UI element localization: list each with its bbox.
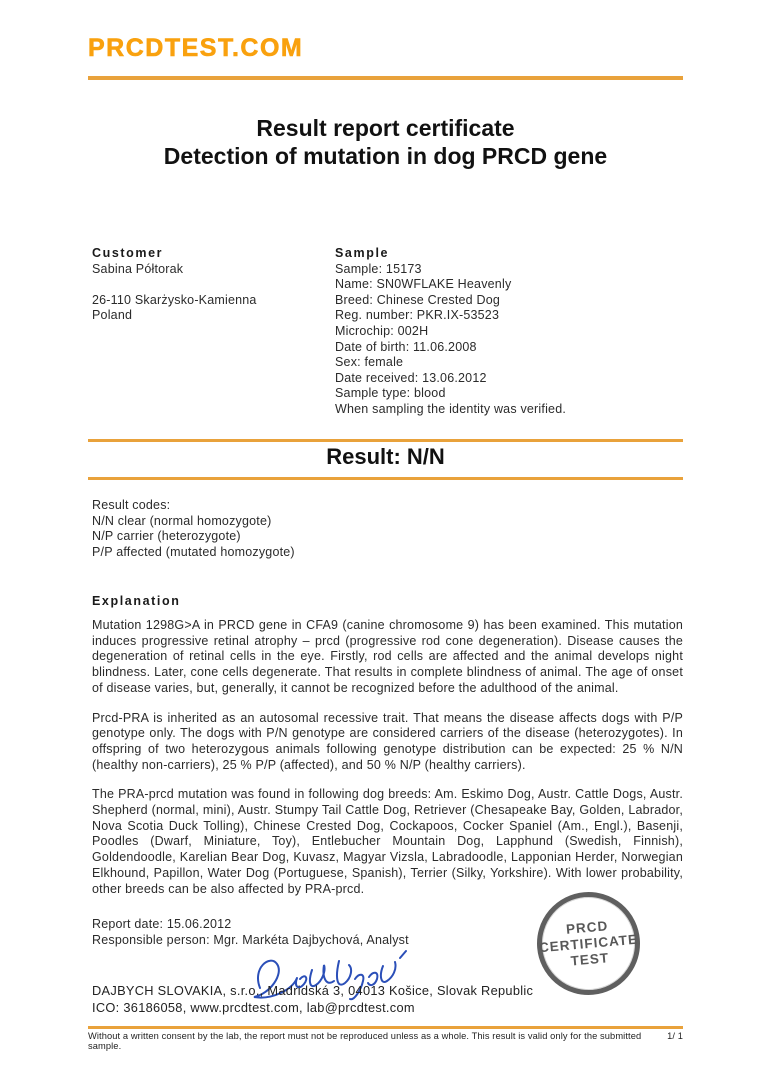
sample-section (335, 246, 665, 418)
customer-heading: Customer (92, 246, 164, 260)
result-divider-bottom (88, 477, 683, 480)
footer-divider (88, 1026, 683, 1029)
sample-microchip-line: Microchip: 002H (335, 323, 429, 338)
footer-disclaimer-row (88, 1031, 683, 1051)
explanation-heading: Explanation (92, 594, 181, 608)
stamp-line-3: TEST (570, 949, 610, 969)
report-info-section (92, 916, 409, 948)
sample-reg-number-line: Reg. number: PKR.IX-53523 (335, 308, 500, 323)
sample-breed-line: Breed: Chinese Crested Dog (335, 292, 501, 307)
result-code-affected: P/P affected (mutated homozygote) (92, 544, 295, 559)
sample-name-line: Name: SN0WFLAKE Heavenly (335, 277, 512, 292)
responsible-person-line: Responsible person: Mgr. Markéta Dajbychová, Analyst (92, 933, 409, 947)
customer-address-line2: Poland (92, 308, 133, 323)
sample-identity-note: When sampling the identity was verified. (335, 401, 567, 416)
sample-heading: Sample (335, 246, 390, 260)
stamp-line-2: CERTIFICATE (538, 931, 639, 955)
customer-name: Sabina Półtorak (92, 261, 184, 276)
prcdtest-logo: PRCDTEST.COM (88, 34, 304, 62)
sample-date-received-line: Date received: 13.06.2012 (335, 370, 487, 385)
lab-contact-line: ICO: 36186058, www.prcdtest.com, lab@prcdtest.com (92, 1000, 415, 1015)
result-codes-heading: Result codes: (92, 498, 171, 512)
sample-date-of-birth-line: Date of birth: 11.06.2008 (335, 339, 477, 354)
lab-company-line: DAJBYCH SLOVAKIA, s.r.o., Madridská 3, 04013 Košice, Slovak Republic (92, 983, 534, 998)
disclaimer-text: Without a written consent by the lab, the report must not be reproduced unless as a whole. This result is valid only for the submitted sample. (88, 1031, 642, 1051)
sample-type-line: Sample type: blood (335, 386, 446, 401)
explanation-paragraph-2: Prcd-PRA is inherited as an autosomal recessive trait. That means the disease affects dogs with P/P genotype only. The dogs with P/N genotype are considered carriers of the disease (heterozygotes). In offspring of two heterozygous animals following genotype distribution can be expected: 25 % N/N (healthy non-carriers), 25 % P/P (affected), and 50 % N/P (healthy carriers). (92, 710, 683, 772)
result-code-clear: N/N clear (normal homozygote) (92, 513, 272, 528)
title-line-1: Result report certificate (256, 115, 515, 141)
lab-address-section (92, 982, 533, 1016)
result-code-carrier: N/P carrier (heterozygote) (92, 529, 241, 544)
header-divider (88, 76, 683, 80)
result-value: Result: N/N (326, 444, 445, 469)
spacer (92, 277, 322, 293)
explanation-paragraph-1: Mutation 1298G>A in PRCD gene in CFA9 (canine chromosome 9) has been examined. This mutation induces progressive retinal atrophy – prcd (progressive rod cone degeneration). Disease causes the degeneration of retinal cells in the eye. Firstly, rod cells are affected and the animal develops night blindness. Later, cone cells degenerate. That results in complete blindness of animal. The age of onset of disease varies, but, generally, it cannot be recognized before the adulthood of the animal. (92, 618, 683, 695)
customer-address-line1: 26-110 Skarżysko-Kamienna (92, 292, 257, 307)
explanation-section (92, 618, 683, 911)
document-title (0, 114, 771, 170)
stamp-line-1: PRCD (565, 917, 609, 937)
page-number: 1/ 1 (667, 1031, 683, 1041)
explanation-paragraph-3: The PRA-prcd mutation was found in following dog breeds: Am. Eskimo Dog, Austr. Cattle Dogs, Austr. Shepherd (normal, mini), Austr. Stumpy Tail Cattle Dog, Retriever (Chesapeake Bay, Golden, Labrador, Nova Scotia Duck Tolling), Chinese Crested Dog, Cockapoos, Cocker Spaniel (Am., Engl.), Basenji, Poodles (Dwarf, Miniature, Toy), Entlebucher Mountain Dog, Lapphund (Swedish, Finnish), Goldendoodle, Karelian Bear Dog, Kuvasz, Magyar Vizsla, Labradoodle, Lapponian Herder, Norwegian Elkhound, Papillon, Water Dog (Portuguese, Spanish), Terrier (Silky, Yorkshire). With lower probability, other breeds can be also affected by PRA-prcd. (92, 787, 683, 896)
sample-id-line: Sample: 15173 (335, 261, 422, 276)
customer-section (92, 246, 322, 324)
report-date-line: Report date: 15.06.2012 (92, 917, 232, 931)
result-codes-section (92, 498, 295, 560)
title-line-2: Detection of mutation in dog PRCD gene (163, 143, 608, 169)
result-divider-top (88, 439, 683, 442)
sample-sex-line: Sex: female (335, 355, 404, 370)
